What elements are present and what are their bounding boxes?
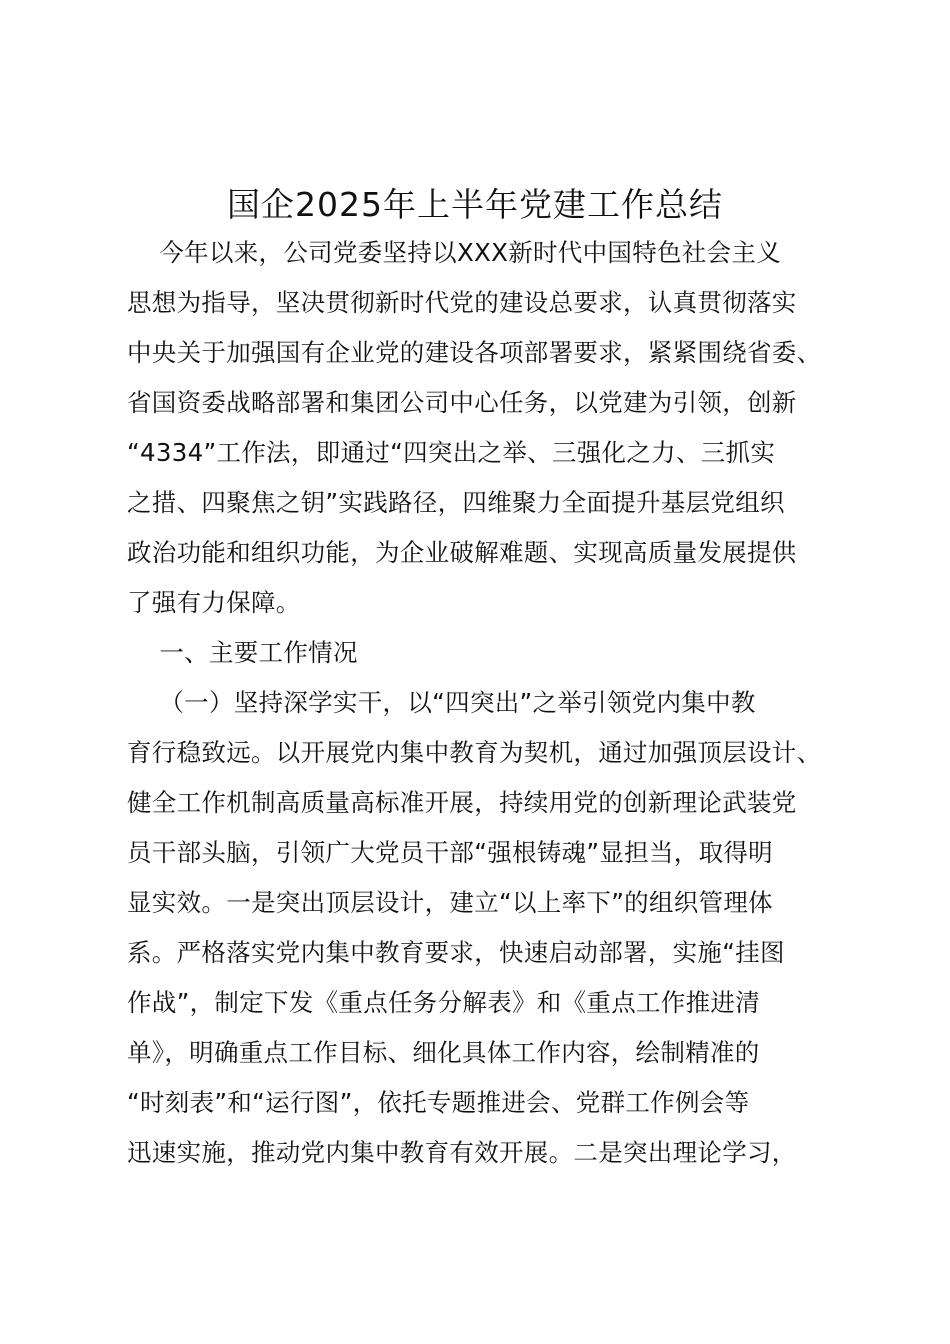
body-line-5: “4334”工作法，即通过“四突出之举、三强化之力、三抓实 xyxy=(127,438,776,467)
body-line-2: 思想为指导，坚决贯彻新时代党的建设总要求，认真贯彻落实 xyxy=(127,288,797,317)
body-line-16: 作战”，制定下发《重点任务分解表》和《重点工作推进清 xyxy=(127,988,760,1017)
body-line-19: 迅速实施，推动党内集中教育有效开展。二是突出理论学习， xyxy=(127,1138,797,1167)
body-line-1: 今年以来，公司党委坚持以XXX新时代中国特色社会主义 xyxy=(127,238,782,267)
subsection-heading: （一）坚持深学实干，以“四突出”之举引领党内集中教 xyxy=(127,688,756,717)
body-line-3: 中央关于加强国有企业党的建设各项部署要求，紧紧围绕省委、 xyxy=(127,338,822,367)
section-heading: 一、主要工作情况 xyxy=(127,638,358,667)
body-line-12: 健全工作机制高质量高标准开展，持续用党的创新理论武装党 xyxy=(127,788,797,817)
body-line-8: 了强有力保障。 xyxy=(127,588,301,617)
body-line-6: 之措、四聚焦之钥”实践路径，四维聚力全面提升基层党组织 xyxy=(127,488,785,517)
body-line-11: 育行稳致远。以开展党内集中教育为契机，通过加强顶层设计、 xyxy=(127,738,822,767)
body-line-4: 省国资委战略部署和集团公司中心任务，以党建为引领，创新 xyxy=(127,388,797,417)
body-line-7: 政治功能和组织功能，为企业破解难题、实现高质量发展提供 xyxy=(127,538,797,567)
body-line-13: 员干部头脑，引领广大党员干部“强根铸魂”显担当，取得明 xyxy=(127,838,773,867)
body-line-18: “时刻表”和“运行图”，依托专题推进会、党群工作例会等 xyxy=(127,1088,750,1117)
body-line-15: 系。严格落实党内集中教育要求，快速启动部署，实施“挂图 xyxy=(127,938,785,967)
body-line-17: 单》，明确重点工作目标、细化具体工作内容，绘制精准的 xyxy=(127,1038,760,1067)
body-line-14: 显实效。一是突出顶层设计，建立“以上率下”的组织管理体 xyxy=(127,888,773,917)
document-title: 国企2025年上半年党建工作总结 xyxy=(227,185,723,224)
